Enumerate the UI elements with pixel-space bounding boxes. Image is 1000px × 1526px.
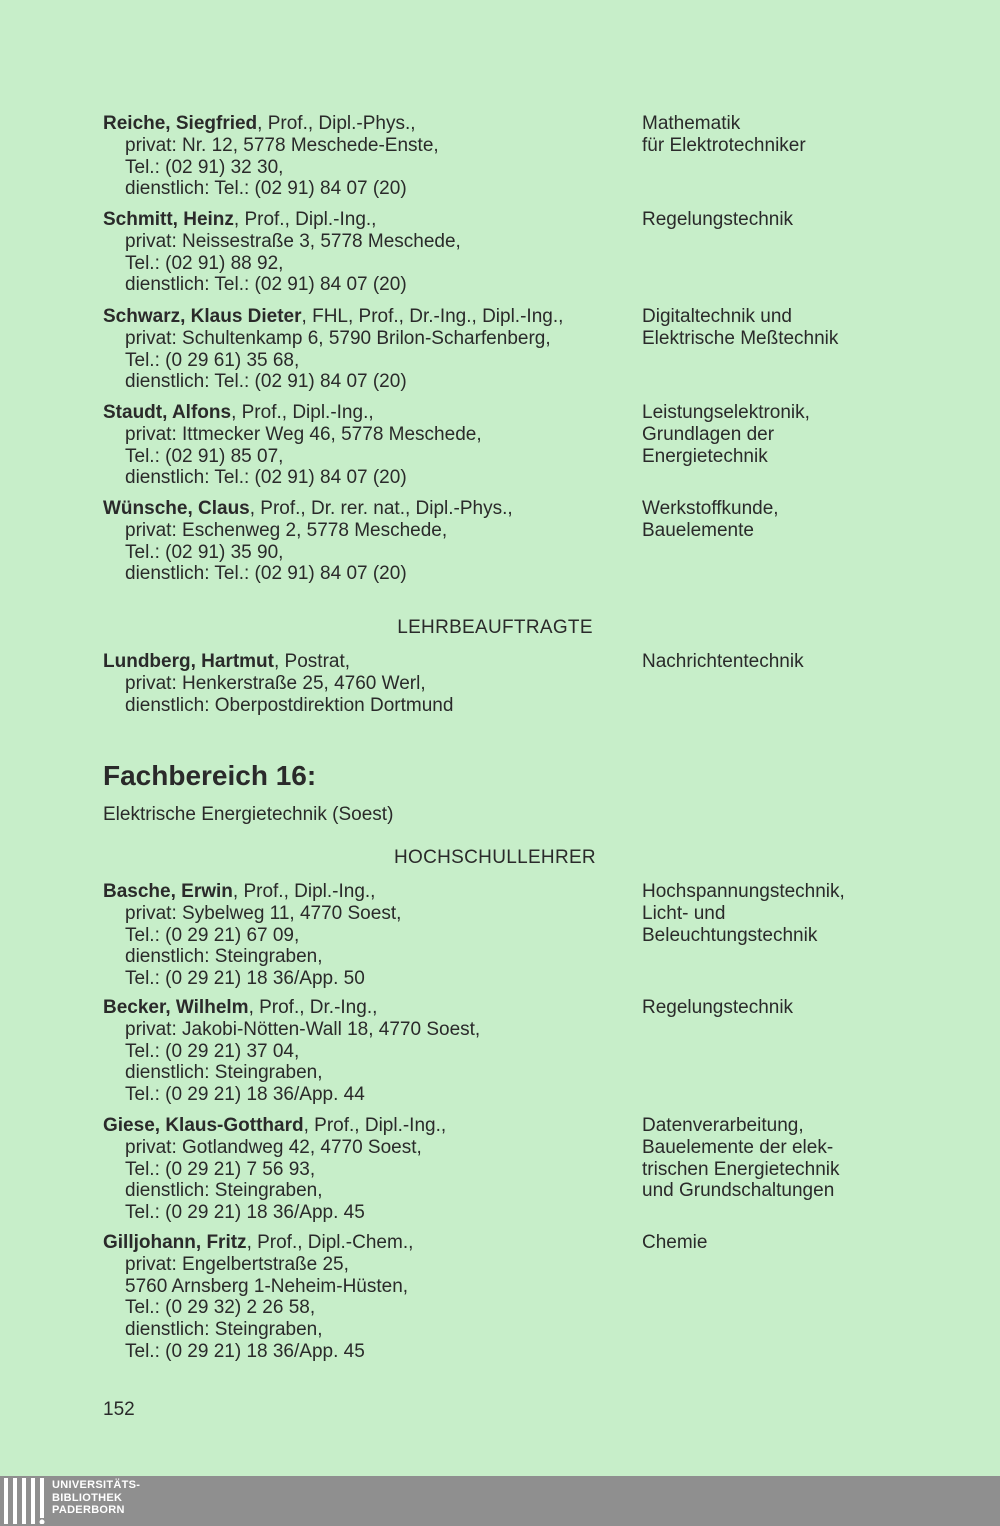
entry-name-line [103,498,633,520]
contact-line: Tel.: (0 29 21) 67 09, [125,924,300,946]
contact-line: Tel.: (02 91) 35 90, [125,541,284,563]
subject-line: Werkstoffkunde, [642,498,779,519]
lehrbeauftragte-heading: LEHRBEAUFTRAGTE [397,617,593,638]
entry-details [103,651,633,716]
teaching-subject [642,881,982,946]
contact-line: Tel.: (0 29 61) 35 68, [125,349,300,371]
contact-line: privat: Engelbertstraße 25, [125,1253,349,1275]
teaching-subject [642,306,982,350]
library-logo-line: PADERBORN [52,1504,125,1516]
teaching-subject [642,209,982,231]
person-title: , Prof., Dipl.-Ing., [231,402,374,423]
teaching-subject [642,402,982,467]
subject-line: Regelungstechnik [642,209,794,230]
person-name: Giese, Klaus-Gotthard [103,1115,304,1136]
contact-line: 5760 Arnsberg 1-Neheim-Hüsten, [125,1275,409,1297]
subject-line: Bauelemente der elek- [642,1136,834,1158]
entry-details [103,881,633,990]
contact-line: dienstlich: Tel.: (02 91) 84 07 (20) [125,467,407,489]
teaching-subject [642,651,982,673]
entry-name-line [103,881,633,903]
contact-line: privat: Nr. 12, 5778 Meschede-Enste, [125,134,439,156]
contact-line: dienstlich: Steingraben, [125,1180,323,1202]
contact-line: Tel.: (0 29 21) 18 36/App. 44 [125,1084,365,1106]
subject-line: Digitaltechnik und [642,306,792,327]
subject-line: Grundlagen der [642,423,775,445]
page-number: 152 [103,1399,135,1420]
contact-line: Tel.: (0 29 21) 7 56 93, [125,1158,316,1180]
teaching-subject [642,1232,982,1254]
contact-line: dienstlich: Steingraben, [125,946,323,968]
contact-line: dienstlich: Tel.: (02 91) 84 07 (20) [125,563,407,585]
teaching-subject [642,997,982,1019]
person-name: Becker, Wilhelm [103,997,249,1018]
subject-line: Chemie [642,1232,708,1253]
contact-line: privat: Schultenkamp 6, 5790 Brilon-Scharfenberg, [125,327,551,349]
subject-line: Regelungstechnik [642,997,794,1018]
person-title: , Prof., Dipl.-Chem., [246,1232,414,1253]
entry-details [103,1232,633,1363]
person-name: Lundberg, Hartmut [103,651,274,672]
library-footer-bar [0,1476,1000,1526]
contact-line: dienstlich: Tel.: (02 91) 84 07 (20) [125,178,407,200]
contact-line: Tel.: (02 91) 88 92, [125,252,284,274]
library-logo-icon [4,1478,46,1524]
entry-name-line [103,306,633,328]
contact-line: privat: Sybelweg 11, 4770 Soest, [125,902,402,924]
teaching-subject [642,1115,982,1202]
department-title: Fachbereich 16: [103,760,317,791]
contact-line: Tel.: (0 29 32) 2 26 58, [125,1297,316,1319]
entry-details [103,498,633,585]
subject-line: Leistungselektronik, [642,402,810,423]
person-name: Schmitt, Heinz [103,209,234,230]
contact-line: privat: Henkerstraße 25, 4760 Werl, [125,672,426,694]
entry-details [103,997,633,1106]
contact-line: dienstlich: Oberpostdirektion Dortmund [125,694,454,716]
subject-line: Mathematik [642,113,741,134]
subject-line: Beleuchtungstechnik [642,924,818,946]
entry-name-line [103,209,633,231]
person-title: , Prof., Dipl.-Phys., [257,113,416,134]
contact-line: Tel.: (02 91) 85 07, [125,445,284,467]
person-name: Reiche, Siegfried [103,113,258,134]
contact-line: Tel.: (0 29 21) 18 36/App. 45 [125,1202,365,1224]
department-subtitle: Elektrische Energietechnik (Soest) [103,804,394,825]
person-title: , Prof., Dr.-Ing., [248,997,378,1018]
contact-line: Tel.: (02 91) 32 30, [125,156,284,178]
contact-line: Tel.: (0 29 21) 18 36/App. 45 [125,1340,365,1362]
person-title: , Prof., Dipl.-Ing., [233,209,377,230]
contact-line: dienstlich: Tel.: (02 91) 84 07 (20) [125,371,407,393]
person-title: , Prof., Dipl.-Ing., [303,1115,447,1136]
entry-details [103,402,633,489]
library-logo-text [52,1479,140,1517]
subject-line: für Elektrotechniker [642,134,806,156]
contact-line: privat: Ittmecker Weg 46, 5778 Meschede, [125,423,482,445]
contact-line: privat: Neissestraße 3, 5778 Meschede, [125,230,461,252]
person-title: , Prof., Dipl.-Ing., [232,881,376,902]
contact-line: Tel.: (0 29 21) 37 04, [125,1040,300,1062]
library-logo-line: UNIVERSITÄTS- [52,1479,141,1491]
teaching-subject [642,113,982,157]
teaching-subject [642,498,982,542]
subject-line: Bauelemente [642,519,754,541]
subject-line: Hochspannungstechnik, [642,881,845,902]
subject-line: Elektrische Meßtechnik [642,327,839,349]
entry-details [103,306,633,393]
entry-name-line [103,1232,633,1254]
person-name: Wünsche, Claus [103,498,250,519]
person-name: Gilljohann, Fritz [103,1232,247,1253]
hochschullehrer-heading: HOCHSCHULLEHRER [394,847,596,868]
contact-line: dienstlich: Tel.: (02 91) 84 07 (20) [125,274,407,296]
person-title: , Postrat, [274,651,351,672]
person-name: Schwarz, Klaus Dieter [103,306,302,327]
contact-line: dienstlich: Steingraben, [125,1319,323,1341]
contact-line: privat: Jakobi-Nötten-Wall 18, 4770 Soest, [125,1018,481,1040]
entry-name-line [103,402,633,424]
entry-name-line [103,1115,633,1137]
subject-line: trischen Energietechnik [642,1158,840,1180]
subject-line: Datenverarbeitung, [642,1115,804,1136]
entry-details [103,209,633,296]
subject-line: Energietechnik [642,445,768,467]
entry-details [103,113,633,200]
entry-name-line [103,113,633,135]
contact-line: privat: Eschenweg 2, 5778 Meschede, [125,519,448,541]
entry-name-line [103,997,633,1019]
subject-line: und Grundschaltungen [642,1180,835,1202]
contact-line: privat: Gotlandweg 42, 4770 Soest, [125,1136,422,1158]
person-name: Basche, Erwin [103,881,233,902]
library-logo-line: BIBLIOTHEK [52,1491,123,1504]
entry-name-line [103,651,633,673]
subject-line: Nachrichtentechnik [642,651,804,672]
entry-details [103,1115,633,1224]
person-title: , Prof., Dr. rer. nat., Dipl.-Phys., [249,498,513,519]
person-title: , FHL, Prof., Dr.-Ing., Dipl.-Ing., [301,306,564,327]
contact-line: Tel.: (0 29 21) 18 36/App. 50 [125,968,365,990]
person-name: Staudt, Alfons [103,402,232,423]
contact-line: dienstlich: Steingraben, [125,1062,323,1084]
subject-line: Licht- und [642,902,726,924]
